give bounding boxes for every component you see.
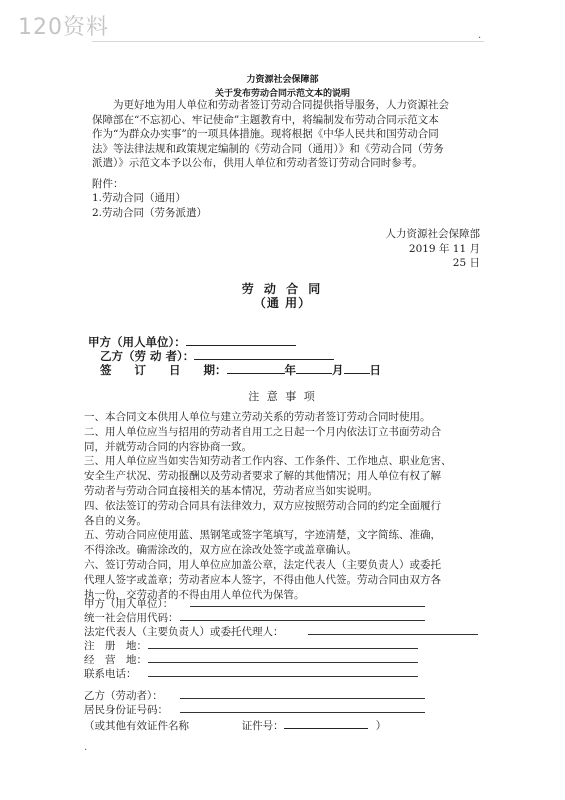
attachments-label: 附件： [92,178,124,190]
other-id-label: （或其他有效证件名称 [84,720,189,732]
cert-no-blank[interactable] [284,716,368,729]
form-party-a-line[interactable] [190,606,425,607]
attachment-list [92,191,207,220]
note-line: 执一份，交劳动者的不得由用人单位代为保管。 [84,588,305,601]
form-other-id [84,716,386,733]
note-line: 各自的义务。 [84,514,147,527]
notes-title: 注 意 事 项 [248,390,317,403]
form-legal-rep-label: 法定代表人（主要负责人）或委托代理人： [84,626,284,638]
form-phone-label: 联系电话： [84,668,137,680]
attachment-item: 2.劳动合同（劳务派遣） [92,206,208,219]
form-credit-code-label: 统一社会信用代码： [84,612,179,624]
form-id-number-line[interactable] [180,712,425,713]
sign-month-label: 月 [332,363,344,377]
sign-year-label: 年 [284,363,296,377]
attachment-item: 1.劳动合同（通用） [92,192,187,204]
notice-line: 保障部在“不忘初心、牢记使命”主题教育中，将编制发布劳动合同示范文本 [92,113,439,126]
note-line: 六、签订劳动合同，用人单位应加盖公章，法定代表人（主要负责人）或委托 [84,558,441,571]
sign-month-blank[interactable] [296,361,332,374]
sign-year-blank[interactable] [227,361,285,374]
footer-mark: . [84,742,88,753]
form-party-b-line[interactable] [180,698,425,699]
signature-year-month: 2019 年 11 月 [408,242,480,255]
signature-block [386,227,481,271]
note-line: 同，并就劳动合同的内容协商一致。 [84,440,252,453]
form-biz-address-line[interactable] [148,662,418,663]
cover-party-b-blank[interactable] [194,347,334,360]
form-credit-code-line[interactable] [180,620,425,621]
cover-sign-date [100,361,381,378]
cover-party-a-label: 甲方（用人单位）： [88,335,186,349]
form-biz-address-label: 经 营 地： [84,654,147,666]
form-id-number-label: 居民身份证号码： [84,704,168,716]
close-paren: ） [375,720,387,732]
note-line: 一、本合同文本供用人单位与建立劳动关系的劳动者签订劳动合同时使用。 [84,411,431,423]
sign-day-blank[interactable] [344,361,370,374]
cover-party-a-blank[interactable] [186,333,296,346]
header-rule [92,41,484,42]
contract-subtitle: （通 用） [253,296,312,310]
notice-line: 法》等法律法规和政策规定编制的《劳动合同（通用）》和《劳动合同（劳务 [92,142,444,155]
notice-title: 关于发布劳动合同示范文本的说明 [214,89,350,99]
sign-day-label: 日 [369,363,381,377]
form-phone-line[interactable] [148,676,418,677]
watermark-logo: 120资料 [18,15,109,40]
form-legal-rep-line[interactable] [308,634,478,635]
form-party-a-label: 甲方（用人单位）： [84,598,174,610]
note-line: 代理人签字或盖章；劳动者应本人签字，不得由他人代签。劳动合同由双方各 [84,573,441,586]
note-line: 二、用人单位应当与招用的劳动者自用工之日起一个月内依法订立书面劳动合 [84,425,441,438]
notice-line: 为更好地为用人单位和劳动者签订劳动合同提供指导服务，人力资源社会 [113,99,449,111]
signature-dept: 人力资源社会保障部 [385,228,480,240]
note-line: 四、依法签订的劳动合同具有法律效力，双方应按照劳动合同的约定全面履行 [84,499,441,512]
note-line: 劳动者与劳动合同直接相关的基本情况，劳动者应当如实说明。 [84,484,378,497]
form-reg-address-label: 注 册 地： [84,640,147,652]
note-line: 安全生产状况、劳动报酬以及劳动者要求了解的其他情况；用人单位有权了解 [84,470,441,483]
contract-title: 劳 动 合 同 [241,282,324,296]
notice-line: 派遣）》示范文本予以公布，供用人单位和劳动者签订劳动合同时参考。 [92,157,423,169]
cert-no-label: 证件号： [241,720,284,732]
org-name: 力资源社会保障部 [246,75,319,85]
notice-paragraph [92,98,449,171]
form-party-b-label: 乙方（劳动者）： [84,690,163,702]
cover-party-b-label: 乙方（劳 动 者）： [100,349,195,363]
notes-list [84,410,452,602]
note-line: 五、劳动合同应使用蓝、黑钢笔或签字笔填写，字迹清楚，文字简练、准确， [84,529,441,542]
note-line: 不得涂改。确需涂改的，双方应在涂改处签字或盖章确认。 [84,544,357,557]
form-reg-address-line[interactable] [148,648,418,649]
sign-date-label: 签 订 日 期： [100,363,227,377]
note-line: 三、用人单位应当如实告知劳动者工作内容、工作条件、工作地点、职业危害、 [84,455,452,468]
notice-line: 作为“为群众办实事”的一项具体措施。现将根据《中华人民共和国劳动合同 [92,128,439,140]
header-mark: . [478,30,482,41]
signature-day: 25 日 [452,257,480,269]
